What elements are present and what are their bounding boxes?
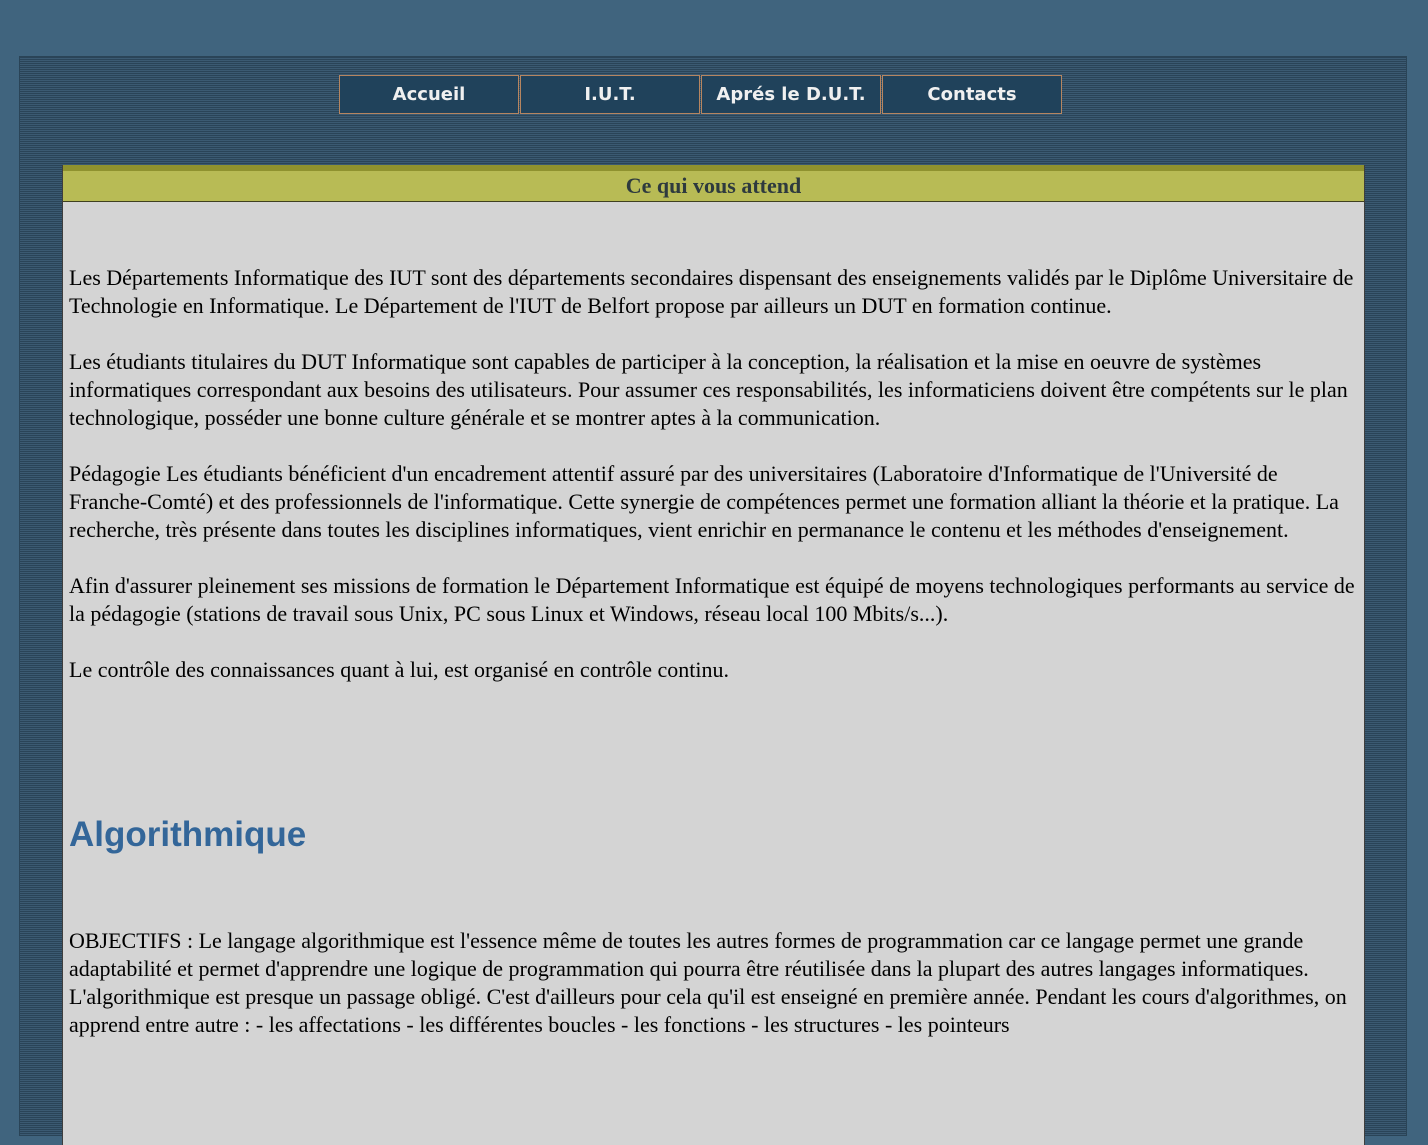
- section-header-title: Ce qui vous attend: [625, 173, 802, 198]
- nav-item-contacts[interactable]: Contacts: [882, 75, 1062, 114]
- algorithmique-title: Algorithmique: [69, 815, 307, 854]
- nav-item-apres-dut[interactable]: Aprés le D.U.T.: [701, 75, 881, 114]
- paragraph: Afin d'assurer pleinement ses missions de formation le Département Informatique est équipé de moyens technologiques performants au service de la pédagogie (stations de travail sous Unix, PC sous Linux et Windows, réseau local 100 Mbits/s...).: [69, 573, 1355, 626]
- nav-item-accueil[interactable]: Accueil: [339, 75, 519, 114]
- paragraph: Pédagogie Les étudiants bénéficient d'un encadrement attentif assuré par des universitaires (Laboratoire d'Informatique de l'Université de Franche-Comté) et des professionnels de l'informatique. Cette synergie de compétences permet une formation alliant la théorie et la pratique. La recherche, très présente dans toutes les disciplines informatiques, vient enrichir en permanance le contenu et les méthodes d'enseignement.: [69, 461, 1339, 542]
- paragraph: Le contrôle des connaissances quant à lui, est organisé en contrôle continu.: [69, 657, 729, 682]
- paragraph: Les étudiants titulaires du DUT Informatique sont capables de participer à la conception, la réalisation et la mise en oeuvre de systèmes informatiques correspondant aux besoins des utilisateurs. Pour assumer ces responsabilités, les informaticiens doivent être compétents sur le plan technologique, posséder une bonne culture générale et se montrer aptes à la communication.: [69, 349, 1348, 430]
- nav-item-iut[interactable]: I.U.T.: [520, 75, 700, 114]
- page-frame: [19, 56, 1407, 1136]
- paragraph: Les Départements Informatique des IUT sont des départements secondaires dispensant des enseignements validés par le Diplôme Universitaire de Technologie en Informatique. Le Département de l'IUT de Belfort propose par ailleurs un DUT en formation continue.: [69, 265, 1354, 318]
- content-panel: [62, 165, 1365, 1145]
- intro-text: [63, 202, 1364, 684]
- section-header: [63, 165, 1364, 202]
- main-nav: [339, 75, 1062, 114]
- algorithmique-body: OBJECTIFS : Le langage algorithmique est l'essence même de toutes les autres formes de programmation car ce langage permet une grande adaptabilité et permet d'apprendre une logique de programmation qui pourra être réutilisée dans la plupart des autres langages informatiques. L'algorithmique est presque un passage obligé. C'est d'ailleurs pour cela qu'il est enseigné en première année. Pendant les cours d'algorithmes, on apprend entre autre : - les affectations - les différentes boucles - les fonctions - les structures - les pointeurs: [69, 928, 1347, 1037]
